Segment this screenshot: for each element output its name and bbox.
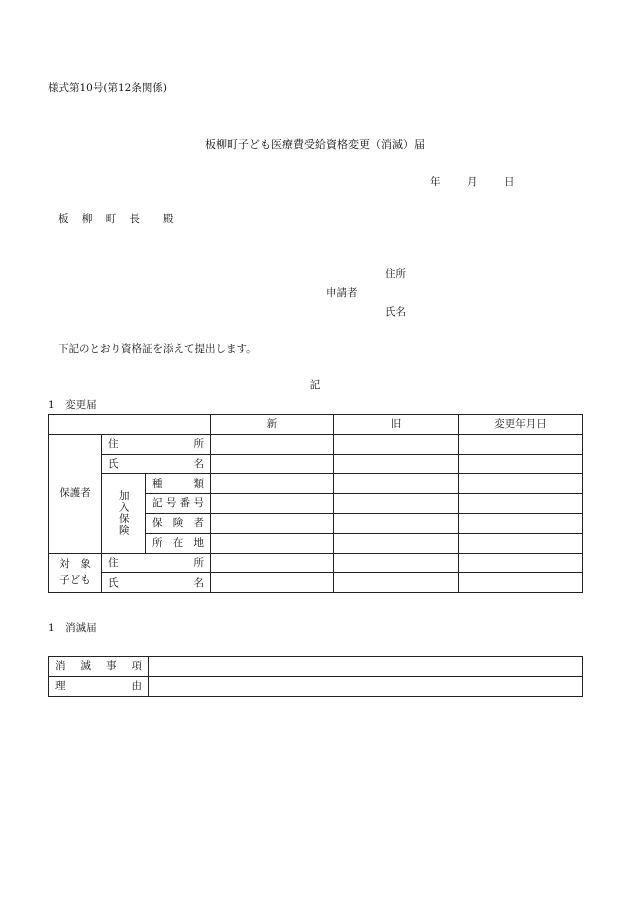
- guardian-name-label: 氏 名: [102, 454, 211, 474]
- child-address-label: 住 所: [102, 553, 211, 573]
- form-number: 様式第10号(第12条関係): [48, 82, 167, 94]
- table-row: [49, 474, 583, 494]
- child-label-line2: 子ども: [59, 573, 91, 586]
- insurer-label: 保 険 者: [146, 513, 211, 533]
- insurer-old-cell[interactable]: [334, 513, 459, 533]
- header-old: 旧: [334, 415, 459, 435]
- ki-heading: 記: [309, 379, 321, 391]
- recipient-name: 板 柳 町 長: [58, 213, 146, 225]
- child-address-new-cell[interactable]: [211, 553, 334, 573]
- child-name-date-cell[interactable]: [459, 573, 583, 593]
- table-row: [49, 657, 583, 677]
- recipient: [58, 214, 179, 225]
- applicant-label: 申請者: [326, 287, 358, 299]
- table-header-row: [49, 415, 583, 435]
- insurer-date-cell[interactable]: [459, 513, 583, 533]
- insurer-new-cell[interactable]: [211, 513, 334, 533]
- insurance-number-date-cell[interactable]: [459, 494, 583, 514]
- insurer-location-label: 所 在 地: [146, 533, 211, 553]
- insurer-location-old-cell[interactable]: [334, 533, 459, 553]
- intro-text: 下記のとおり資格証を添えて提出します。: [58, 343, 257, 355]
- guardian-address-date-cell[interactable]: [459, 434, 583, 454]
- insurance-type-old-cell[interactable]: [334, 474, 459, 494]
- guardian-name-old-cell[interactable]: [334, 454, 459, 474]
- guardian-name-new-cell[interactable]: [211, 454, 334, 474]
- insurance-number-label: 記 号 番 号: [146, 494, 211, 514]
- date-year: 年: [430, 176, 441, 188]
- child-label-line1: 対 象: [59, 558, 91, 571]
- cancel-reason-label: 理 由: [49, 676, 149, 696]
- table-row: [49, 573, 583, 593]
- document-title: 板柳町子ども医療費受給資格変更（消滅）届: [205, 138, 425, 151]
- date-month: 月: [467, 176, 478, 188]
- date-day: 日: [504, 176, 515, 188]
- child-name-label: 氏 名: [102, 573, 211, 593]
- guardian-address-old-cell[interactable]: [334, 434, 459, 454]
- cancel-table: [48, 656, 583, 697]
- child-name-new-cell[interactable]: [211, 573, 334, 593]
- guardian-name-date-cell[interactable]: [459, 454, 583, 474]
- insurance-type-label: 種 類: [146, 474, 211, 494]
- table-row: [49, 454, 583, 474]
- insurer-location-new-cell[interactable]: [211, 533, 334, 553]
- insurance-type-date-cell[interactable]: [459, 474, 583, 494]
- header-change-date: 変更年月日: [459, 415, 583, 435]
- insurer-location-date-cell[interactable]: [459, 533, 583, 553]
- guardian-address-new-cell[interactable]: [211, 434, 334, 454]
- applicant-name-label: 氏名: [385, 306, 406, 318]
- child-label: [49, 553, 102, 593]
- child-name-old-cell[interactable]: [334, 573, 459, 593]
- table-row: [49, 434, 583, 454]
- insurance-label: 加入保険: [102, 474, 146, 553]
- cancel-matter-cell[interactable]: [149, 657, 583, 677]
- applicant-address-label: 住所: [385, 268, 406, 280]
- insurance-number-old-cell[interactable]: [334, 494, 459, 514]
- child-address-date-cell[interactable]: [459, 553, 583, 573]
- change-table: [48, 414, 583, 593]
- table-row: [49, 553, 583, 573]
- child-address-old-cell[interactable]: [334, 553, 459, 573]
- table-row: [49, 676, 583, 696]
- header-blank-cell: [49, 415, 211, 435]
- cancel-section-heading: 1 消滅届: [48, 622, 97, 634]
- change-section-heading: 1 変更届: [48, 399, 97, 411]
- insurance-type-new-cell[interactable]: [211, 474, 334, 494]
- guardian-label: 保護者: [49, 434, 102, 553]
- insurance-number-new-cell[interactable]: [211, 494, 334, 514]
- guardian-address-label: 住 所: [102, 434, 211, 454]
- cancel-matter-label: 消 滅 事 項: [49, 657, 149, 677]
- header-new: 新: [211, 415, 334, 435]
- cancel-reason-cell[interactable]: [149, 676, 583, 696]
- recipient-honorific: 殿: [163, 213, 179, 225]
